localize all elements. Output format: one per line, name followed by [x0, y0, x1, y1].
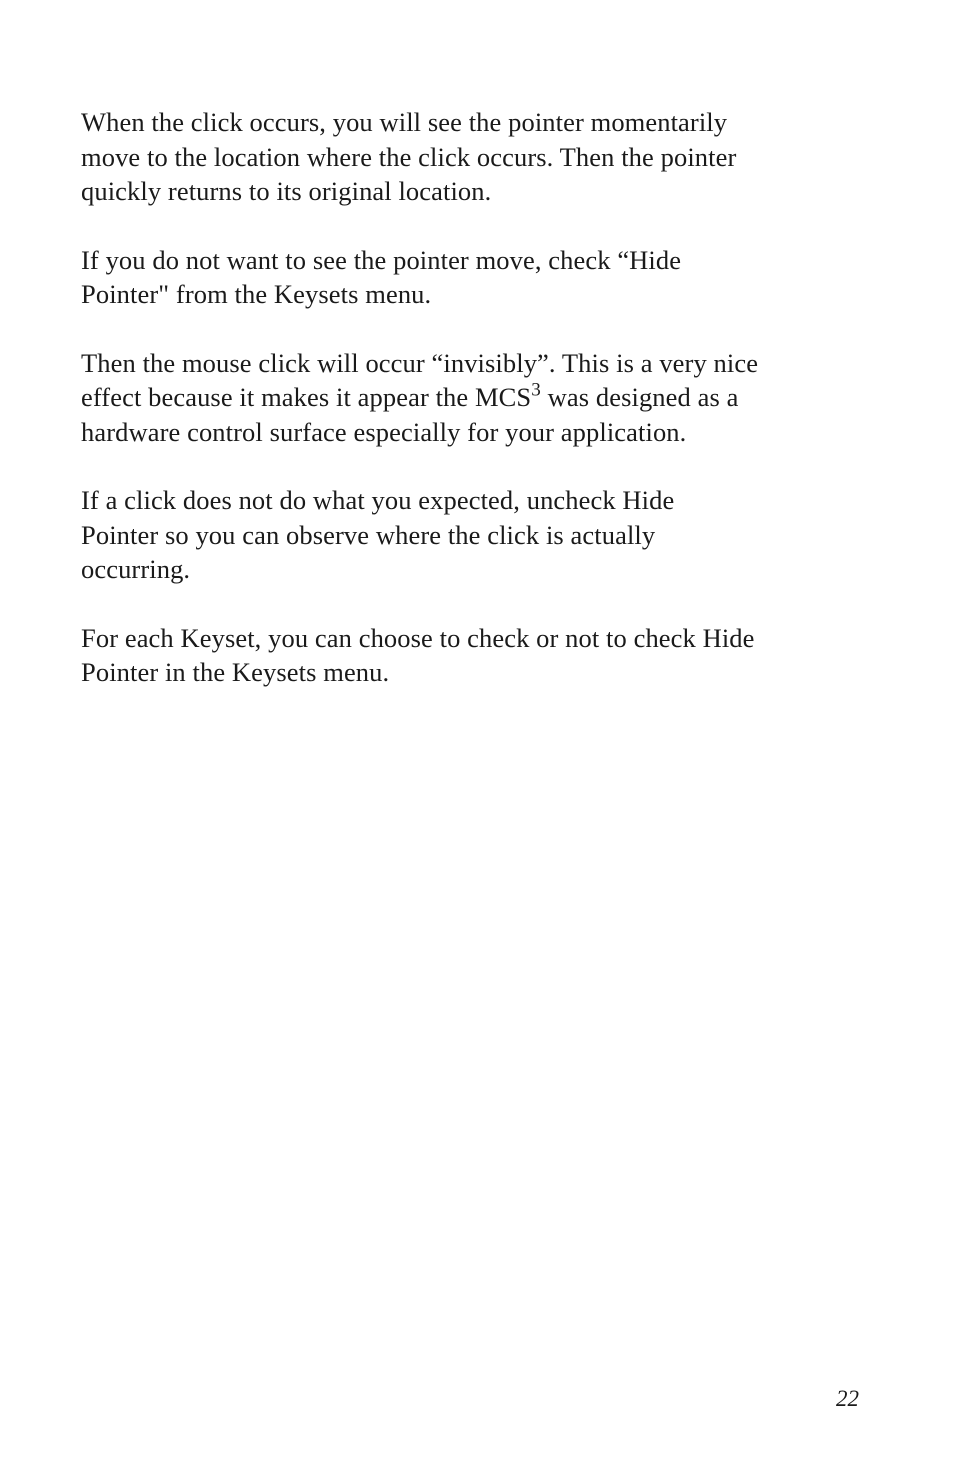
text-line: Pointer in the Keysets menu.	[81, 657, 390, 687]
document-body	[81, 105, 881, 724]
text-line: When the click occurs, you will see the pointer momentarily	[81, 107, 728, 137]
text-line: Pointer so you can observe where the click is actually	[81, 519, 656, 550]
superscript: 3	[531, 379, 541, 401]
text-line: If you do not want to see the pointer move, check “Hide	[81, 244, 682, 275]
text-line: For each Keyset, you can choose to check or not to check Hide	[81, 622, 755, 653]
paragraph-uncheck-hide-pointer	[81, 483, 881, 587]
text-line: hardware control surface especially for your application.	[81, 416, 687, 447]
paragraph-click-occurs	[81, 105, 881, 209]
text-line	[81, 380, 881, 415]
paragraph-invisible-click	[81, 346, 881, 450]
text-line: quickly returns to its original location.	[81, 176, 492, 206]
text-line: Pointer" from the Keysets menu.	[81, 279, 432, 309]
text-line: Then the mouse click will occur “invisibly”. This is a very nice	[81, 347, 759, 378]
paragraph-hide-pointer	[81, 243, 881, 312]
text-line: occurring.	[81, 554, 191, 584]
text-fragment: effect because it makes it appear the MCS	[81, 382, 532, 412]
paragraph-per-keyset	[81, 621, 881, 690]
text-fragment: was designed as a	[540, 382, 739, 412]
text-line: move to the location where the click occurs. Then the pointer	[81, 141, 737, 172]
text-line: If a click does not do what you expected, uncheck Hide	[81, 485, 675, 515]
page-number: 22	[836, 1386, 859, 1411]
